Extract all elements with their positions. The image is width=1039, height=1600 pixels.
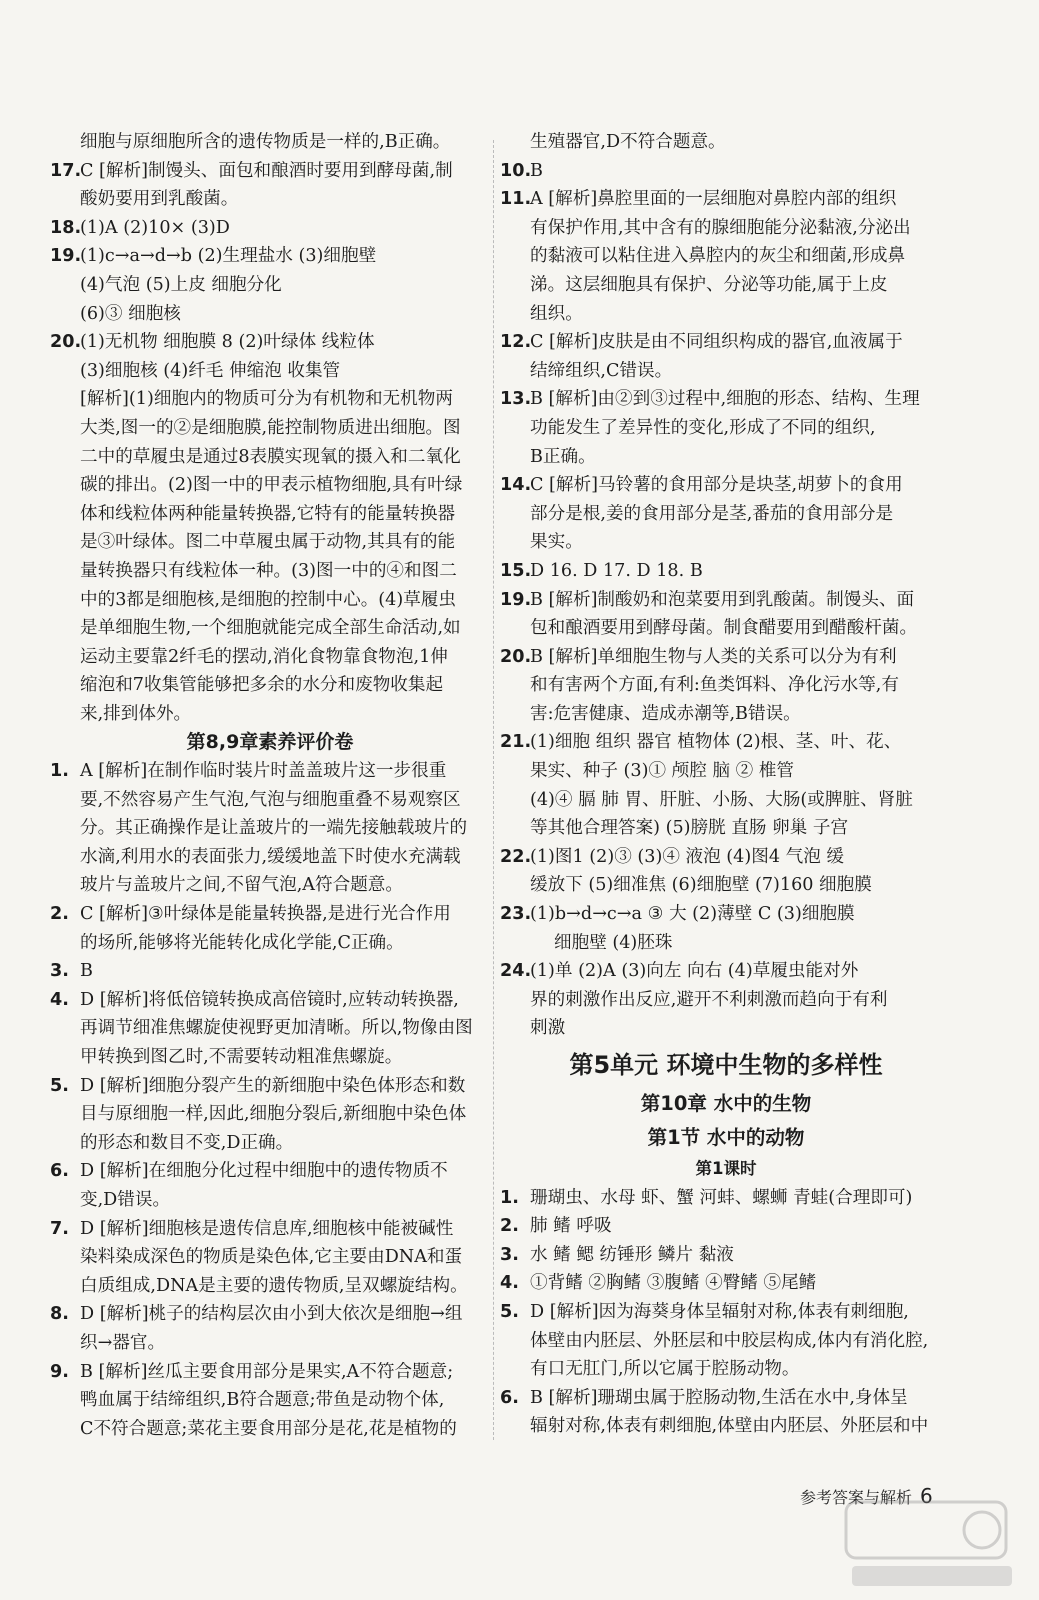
answer-item: [500, 1241, 952, 1270]
text-line: 刺激: [530, 1018, 566, 1039]
text-line: 玻片与盖玻片之间,不留气泡,A符合题意。: [80, 875, 403, 896]
text-line: 的形态和数目不变,D正确。: [80, 1132, 294, 1153]
text-line: 是单细胞生物,一个细胞就能完成全部生命活动,如: [80, 618, 461, 639]
item-number: 1.: [500, 1187, 519, 1208]
answer-item: [500, 471, 952, 500]
text-line: 中的3都是细胞核,是细胞的控制中心。(4)草履虫: [80, 589, 456, 610]
item-text: (1)单 (2)A (3)向左 向右 (4)草履虫能对外: [530, 961, 859, 982]
item-text: A [解析]在制作临时装片时盖盖玻片这一步很重: [80, 761, 447, 782]
item-text: B: [530, 160, 543, 181]
answer-item: [50, 328, 490, 357]
item-text: B [解析]丝瓜主要食用部分是果实,A不符合题意;: [80, 1361, 454, 1382]
text-line: (6)③ 细胞核: [80, 303, 181, 324]
item-text: D [解析]在细胞分化过程中细胞中的遗传物质不: [80, 1161, 448, 1182]
text-line: 体和线粒体两种能量转换器,它特有的能量转换器: [80, 503, 456, 524]
answer-item: [50, 900, 490, 929]
item-number: 19.: [50, 246, 82, 267]
item-number: 4.: [50, 989, 69, 1010]
text-line: 水滴,利用水的表面张力,缓缓地盖下时使水充满载: [80, 846, 461, 867]
text-line: 有保护作用,其中含有的腺细胞能分泌黏液,分泌出: [530, 217, 911, 238]
answer-item: [50, 242, 490, 271]
text-line: (3)细胞核 (4)纤毛 伸缩泡 收集管: [80, 360, 341, 381]
answer-item: [500, 728, 952, 757]
answer-item: [500, 1184, 952, 1213]
answer-item: [50, 1157, 490, 1186]
item-number: 8.: [50, 1304, 69, 1325]
item-number: 9.: [50, 1361, 69, 1382]
item-number: 1.: [50, 761, 69, 782]
item-text: D [解析]细胞分裂产生的新细胞中染色体形态和数: [80, 1075, 466, 1096]
text-line: 组织。: [530, 303, 583, 324]
answer-item: [500, 1269, 952, 1298]
answer-item: [50, 1358, 490, 1387]
text-line: 变,D错误。: [80, 1189, 171, 1210]
text-line: 部分是根,姜的食用部分是茎,番茄的食用部分是: [530, 503, 894, 524]
item-number: 14.: [500, 475, 532, 496]
item-number: 23.: [500, 904, 532, 925]
item-text: 肺 鳍 呼吸: [530, 1216, 612, 1237]
text-line: 染料染成深色的物质是染色体,它主要由DNA和蛋: [80, 1247, 463, 1268]
item-number: 2.: [50, 904, 69, 925]
item-number: 2.: [500, 1216, 519, 1237]
item-text: (1)图1 (2)③ (3)④ 液泡 (4)图4 气泡 缓: [530, 846, 844, 867]
text-line: [解析](1)细胞内的物质可分为有机物和无机物两: [80, 389, 453, 410]
text-line: 再调节细准焦螺旋使视野更加清晰。所以,物像由图: [80, 1018, 473, 1039]
item-number: 22.: [500, 846, 532, 867]
item-number: 19.: [500, 589, 532, 610]
answer-item: [500, 957, 952, 986]
text-line: 分。其正确操作是让盖玻片的一端先接触载玻片的: [80, 818, 468, 839]
text-line: 白质组成,DNA是主要的遗传物质,呈双螺旋结构。: [80, 1275, 468, 1296]
item-number: 18.: [50, 217, 82, 238]
lesson-title: 第1课时: [695, 1159, 757, 1178]
text-line: 缩泡和7收集管能够把多余的水分和废物收集起: [80, 675, 444, 696]
item-text: 珊瑚虫、水母 虾、蟹 河蚌、螺蛳 青蛙(合理即可): [530, 1187, 913, 1208]
item-text: (1)无机物 细胞膜 8 (2)叶绿体 线粒体: [80, 332, 375, 353]
footer-label: 参考答案与解析: [800, 1488, 913, 1507]
text-line: (4)气泡 (5)上皮 细胞分化: [80, 274, 282, 295]
item-number: 3.: [50, 961, 69, 982]
text-line: B正确。: [530, 446, 596, 467]
item-text: B: [80, 961, 93, 982]
item-text: B [解析]单细胞生物与人类的关系可以分为有利: [530, 646, 897, 667]
text-line: 运动主要靠2纤毛的摆动,消化食物靠食物泡,1伸: [80, 646, 448, 667]
section-title: 第1节 水中的动物: [647, 1126, 805, 1149]
text-line: 要,不然容易产生气泡,气泡与细胞重叠不易观察区: [80, 789, 461, 810]
item-text: (1)c→a→d→b (2)生理盐水 (3)细胞壁: [80, 246, 377, 267]
text-line: 等其他合理答案) (5)膀胱 直肠 卵巢 子宫: [530, 818, 849, 839]
text-line: 是③叶绿体。图二中草履虫属于动物,其具有的能: [80, 532, 456, 553]
text-line: 的黏液可以粘住进入鼻腔内的灰尘和细菌,形成鼻: [530, 246, 906, 267]
item-text: B [解析]珊瑚虫属于腔肠动物,生活在水中,身体呈: [530, 1387, 908, 1408]
text-line: 包和酿酒要用到酵母菌。制食醋要用到醋酸杆菌。: [530, 618, 918, 639]
right-column: [500, 128, 952, 1441]
item-text: D 16. D 17. D 18. B: [530, 560, 703, 581]
item-text: B [解析]由②到③过程中,细胞的形态、结构、生理: [530, 389, 920, 410]
item-number: 6.: [50, 1161, 69, 1182]
item-number: 4.: [500, 1273, 519, 1294]
text-line: 量转换器只有线粒体一种。(3)图一中的④和图二: [80, 560, 457, 581]
text-line: 细胞壁 (4)胚珠: [554, 932, 673, 953]
answer-item: [500, 557, 952, 586]
item-text: A [解析]鼻腔里面的一层细胞对鼻腔内部的组织: [530, 189, 897, 210]
section-title: 第8,9章素养评价卷: [186, 731, 354, 754]
item-text: (1)A (2)10× (3)D: [80, 217, 230, 238]
item-number: 17.: [50, 160, 82, 181]
text-line: 体壁由内胚层、外胚层和中胶层构成,体内有消化腔,: [530, 1330, 929, 1351]
page-number: 6: [920, 1484, 933, 1508]
text-line: 细胞与原细胞所含的遗传物质是一样的,B正确。: [80, 132, 451, 152]
text-line: 的场所,能够将光能转化成化学能,C正确。: [80, 932, 404, 953]
text-line: 果实。: [530, 532, 583, 553]
answer-item: [500, 900, 952, 929]
item-number: 5.: [50, 1075, 69, 1096]
answer-item: [500, 643, 952, 672]
text-line: 功能发生了差异性的变化,形成了不同的组织,: [530, 417, 876, 438]
item-number: 24.: [500, 961, 532, 982]
item-number: 5.: [500, 1301, 519, 1322]
item-number: 11.: [500, 189, 532, 210]
text-line: 织→器官。: [80, 1332, 166, 1353]
text-line: 结缔组织,C错误。: [530, 360, 673, 381]
item-number: 12.: [500, 332, 532, 353]
answer-item: [50, 1215, 490, 1244]
item-text: (1)b→d→c→a ③ 大 (2)薄壁 C (3)细胞膜: [530, 904, 855, 925]
item-text: C [解析]马铃薯的食用部分是块茎,胡萝卜的食用: [530, 475, 903, 496]
item-text: C [解析]皮肤是由不同组织构成的器官,血液属于: [530, 332, 903, 353]
answer-item: [500, 157, 952, 186]
item-number: 10.: [500, 160, 532, 181]
text-line: 有口无肛门,所以它属于腔肠动物。: [530, 1359, 800, 1380]
text-line: 碳的排出。(2)图一中的甲表示植物细胞,具有叶绿: [80, 475, 463, 496]
text-line: C不符合题意;菜花主要食用部分是花,花是植物的: [80, 1418, 457, 1439]
text-line: 目与原细胞一样,因此,细胞分裂后,新细胞中染色体: [80, 1104, 467, 1125]
text-line: 涕。这层细胞具有保护、分泌等功能,属于上皮: [530, 274, 888, 295]
item-text: B [解析]制酸奶和泡菜要用到乳酸菌。制馒头、面: [530, 589, 915, 610]
item-number: 20.: [50, 332, 82, 353]
item-number: 7.: [50, 1218, 69, 1239]
answer-item: [50, 214, 490, 243]
text-line: 缓放下 (5)细准焦 (6)细胞壁 (7)160 细胞膜: [530, 875, 872, 896]
answer-item: [50, 986, 490, 1015]
answer-item: [500, 185, 952, 214]
text-line: 酸奶要用到乳酸菌。: [80, 189, 239, 210]
text-line: 界的刺激作出反应,避开不利刺激而趋向于有利: [530, 989, 888, 1010]
item-text: 水 鳍 鳃 纺锤形 鳞片 黏液: [530, 1244, 734, 1265]
answer-item: [500, 1298, 952, 1327]
item-text: D [解析]将低倍镜转换成高倍镜时,应转动转换器,: [80, 989, 459, 1010]
item-number: 21.: [500, 732, 532, 753]
item-text: D [解析]因为海葵身体呈辐射对称,体表有刺细胞,: [530, 1301, 909, 1322]
item-text: D [解析]细胞核是遗传信息库,细胞核中能被碱性: [80, 1218, 454, 1239]
text-line: 来,排到体外。: [80, 703, 192, 724]
text-line: 甲转换到图乙时,不需要转动粗准焦螺旋。: [80, 1047, 403, 1067]
answer-item: [50, 157, 490, 186]
answer-item: [500, 385, 952, 414]
answer-item: [500, 843, 952, 872]
text-line: 害:危害健康、造成赤潮等,B错误。: [530, 703, 801, 724]
text-line: 辐射对称,体表有刺细胞,体壁由内胚层、外胚层和中: [530, 1416, 929, 1437]
item-text: ①背鳍 ②胸鳍 ③腹鳍 ④臀鳍 ⑤尾鳍: [530, 1273, 817, 1294]
item-text: D [解析]桃子的结构层次由小到大依次是细胞→组: [80, 1304, 463, 1325]
text-line: 生殖器官,D不符合题意。: [530, 132, 726, 152]
item-number: 20.: [500, 646, 532, 667]
item-text: C [解析]制馒头、面包和酿酒时要用到酵母菌,制: [80, 160, 453, 181]
left-column: [50, 128, 490, 1443]
column-divider: [493, 140, 494, 1440]
answer-item: [500, 328, 952, 357]
item-text: C [解析]③叶绿体是能量转换器,是进行光合作用: [80, 904, 451, 925]
answer-item: [500, 586, 952, 615]
unit-title: 第5单元 环境中生物的多样性: [569, 1051, 883, 1079]
item-number: 3.: [500, 1244, 519, 1265]
item-number: 13.: [500, 389, 532, 410]
text-line: (4)④ 膈 肺 胃、肝脏、小肠、大肠(或脾脏、肾脏: [530, 789, 913, 810]
answer-item: [50, 957, 490, 986]
text-line: 鸭血属于结缔组织,B符合题意;带鱼是动物个体,: [80, 1390, 445, 1411]
answer-item: [50, 1300, 490, 1329]
text-line: 大类,图一的②是细胞膜,能控制物质进出细胞。图: [80, 417, 461, 438]
answer-item: [50, 757, 490, 786]
text-line: 二中的草履虫是通过8表膜实现氧的摄入和二氧化: [80, 446, 461, 467]
text-line: 和有害两个方面,有利:鱼类饵料、净化污水等,有: [530, 675, 899, 696]
answer-item: [50, 1072, 490, 1101]
text-line: 果实、种子 (3)① 颅腔 脑 ② 椎管: [530, 761, 795, 782]
answer-item: [500, 1384, 952, 1413]
item-number: 15.: [500, 560, 532, 581]
answer-item: [500, 1212, 952, 1241]
chapter-title: 第10章 水中的生物: [640, 1092, 812, 1115]
watermark-logo: [842, 1496, 1017, 1592]
item-number: 6.: [500, 1387, 519, 1408]
item-text: (1)细胞 组织 器官 植物体 (2)根、茎、叶、花、: [530, 732, 902, 753]
